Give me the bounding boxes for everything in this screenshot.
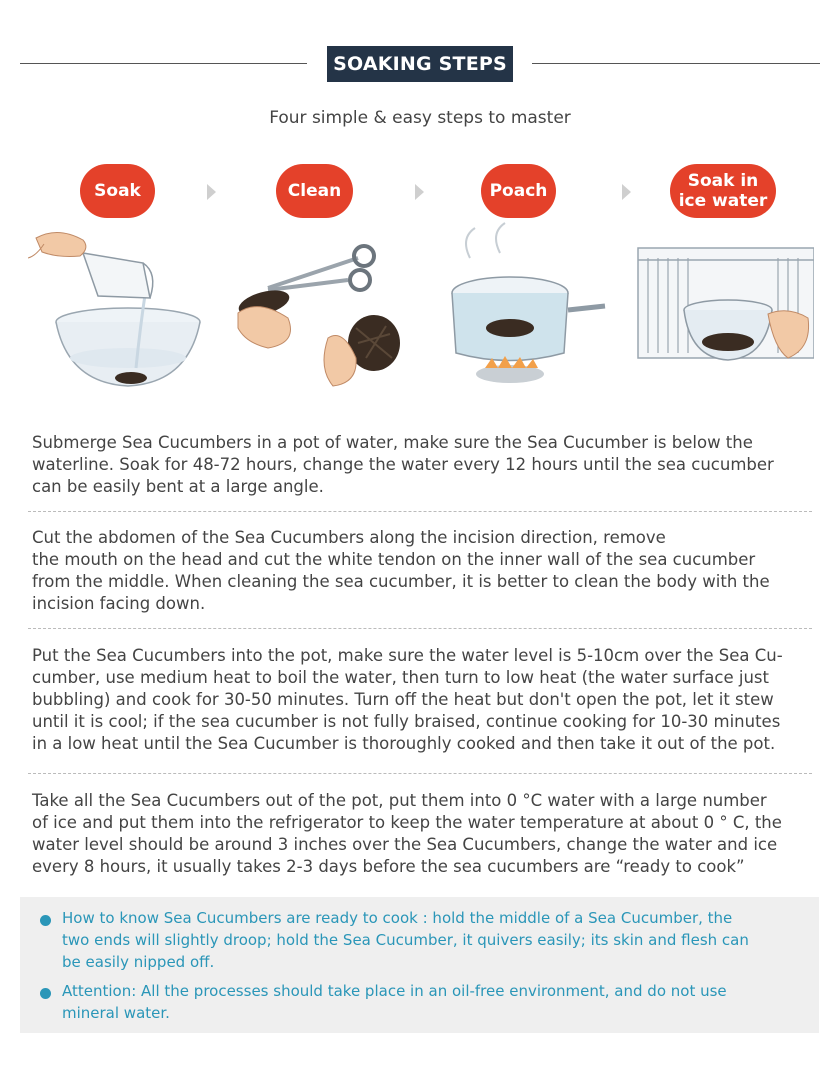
text-line: until it is cool; if the sea cucumber is not fully braised, continue cooking for 10-30 minutes bbox=[32, 712, 781, 731]
poach-illustration bbox=[430, 218, 616, 393]
text-line: in a low heat until the Sea Cucumber is thoroughly cooked and then take it out of the pot. bbox=[32, 734, 776, 753]
step-label-line2: ice water bbox=[678, 191, 768, 211]
step-label: Poach bbox=[489, 181, 548, 201]
step-description-ice-water bbox=[32, 790, 812, 878]
arrow-right-icon bbox=[622, 184, 631, 200]
step-badge-poach bbox=[481, 164, 556, 218]
soak-illustration bbox=[28, 218, 214, 393]
step-badge-soak-ice-water bbox=[670, 164, 776, 218]
text-line: from the middle. When cleaning the sea cucumber, it is better to clean the body with the bbox=[32, 572, 770, 591]
text-line: be easily nipped off. bbox=[62, 953, 215, 971]
text-line: Attention: All the processes should take place in an oil-free environment, and do not use bbox=[62, 982, 727, 1000]
text-line: water level should be around 3 inches over the Sea Cucumbers, change the water and ice bbox=[32, 835, 778, 854]
arrow-right-icon bbox=[415, 184, 424, 200]
text-line: waterline. Soak for 48-72 hours, change the water every 12 hours until the sea cucumber bbox=[32, 455, 774, 474]
step-description-poach bbox=[32, 645, 812, 755]
text-line: How to know Sea Cucumbers are ready to cook : hold the middle of a Sea Cucumber, the bbox=[62, 909, 733, 927]
text-line: mineral water. bbox=[62, 1004, 170, 1022]
text-line: bubbling) and cook for 30-50 minutes. Turn off the heat but don't open the pot, let it stew bbox=[32, 690, 774, 709]
step-label: Soak bbox=[94, 181, 141, 201]
divider bbox=[28, 511, 812, 512]
ice-water-illustration bbox=[628, 218, 814, 393]
step-label: Clean bbox=[287, 181, 342, 201]
step-description-soak bbox=[32, 432, 812, 498]
text-line: Cut the abdomen of the Sea Cucumbers along the incision direction, remove bbox=[32, 528, 666, 547]
note-attention bbox=[62, 980, 782, 1024]
divider bbox=[28, 628, 812, 629]
step-badge-clean bbox=[276, 164, 353, 218]
text-line: Put the Sea Cucumbers into the pot, make sure the water level is 5-10cm over the Sea Cu- bbox=[32, 646, 783, 665]
step-description-clean bbox=[32, 527, 812, 615]
section-header bbox=[0, 46, 840, 82]
text-line: of ice and put them into the refrigerator to keep the water temperature at about 0 ° C, the bbox=[32, 813, 782, 832]
text-line: can be easily bent at a large angle. bbox=[32, 477, 324, 496]
bullet-icon bbox=[40, 915, 51, 926]
text-line: the mouth on the head and cut the white tendon on the inner wall of the sea cucumber bbox=[32, 550, 756, 569]
note-ready-to-cook bbox=[62, 907, 782, 973]
page-title: SOAKING STEPS bbox=[327, 46, 513, 82]
text-line: two ends will slightly droop; hold the Sea Cucumber, it quivers easily; its skin and flesh can bbox=[62, 931, 749, 949]
clean-illustration bbox=[228, 218, 414, 393]
text-line: Submerge Sea Cucumbers in a pot of water, make sure the Sea Cucumber is below the bbox=[32, 433, 753, 452]
step-label-line1: Soak in bbox=[687, 171, 759, 191]
text-line: cumber, use medium heat to boil the water, then turn to low heat (the water surface just bbox=[32, 668, 769, 687]
text-line: every 8 hours, it usually takes 2-3 days before the sea cucumbers are “ready to cook” bbox=[32, 857, 745, 876]
page-subtitle: Four simple & easy steps to master bbox=[269, 108, 571, 128]
arrow-right-icon bbox=[207, 184, 216, 200]
bullet-icon bbox=[40, 988, 51, 999]
header-divider-right bbox=[532, 63, 820, 64]
text-line: Take all the Sea Cucumbers out of the pot, put them into 0 °C water with a large number bbox=[32, 791, 767, 810]
divider bbox=[28, 773, 812, 774]
step-badge-soak bbox=[80, 164, 155, 218]
header-divider-left bbox=[20, 63, 307, 64]
text-line: incision facing down. bbox=[32, 594, 206, 613]
